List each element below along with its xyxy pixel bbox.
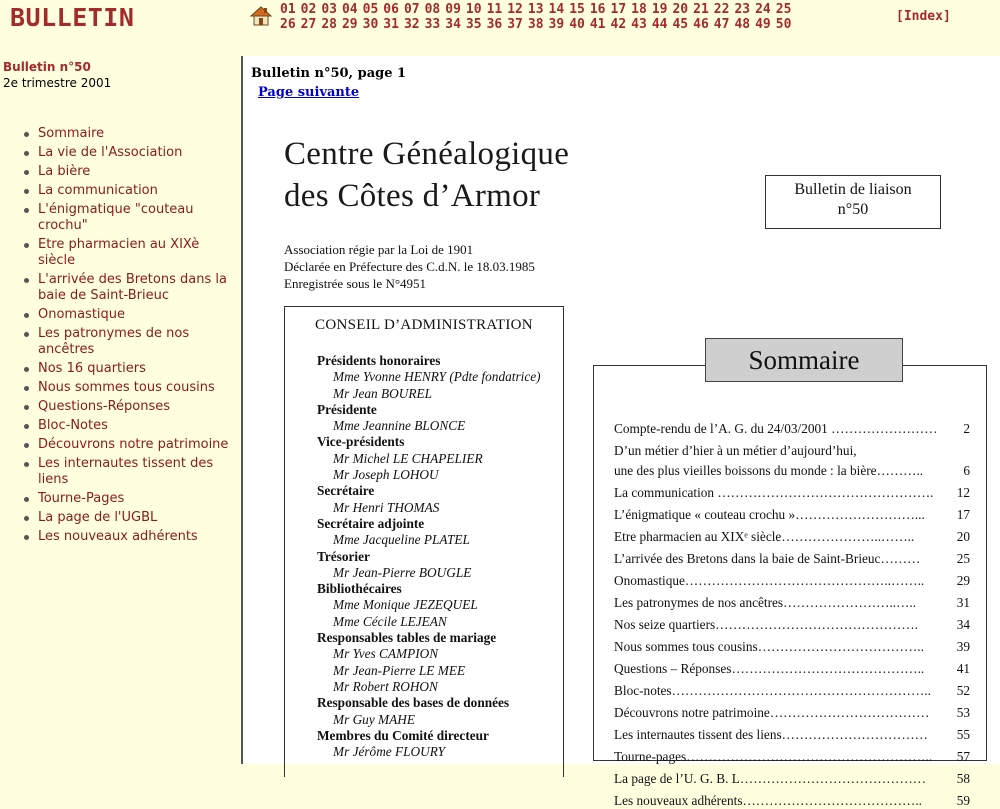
document-title-line-1: Centre Généalogique <box>284 136 570 172</box>
sommaire-entry <box>614 639 970 655</box>
sidebar-item[interactable]: La vie de l'Association <box>22 145 240 161</box>
conseil-role: Responsables tables de mariage <box>317 630 497 646</box>
page-link-17[interactable]: 17 <box>610 2 627 17</box>
sommaire-entry-text: Les internautes tissent des liens…………………………… <box>614 727 928 742</box>
assoc-line-1: Association régie par la Loi de 1901 <box>284 242 474 257</box>
page-link-27[interactable]: 27 <box>300 17 317 32</box>
sommaire-entry-page: 53 <box>956 705 970 720</box>
conseil-role: Responsable des bases de données <box>317 695 510 711</box>
sommaire-entry-text: Les patronymes de nos ancêtres……………………..….. <box>614 595 917 610</box>
page-link-32[interactable]: 32 <box>403 17 420 32</box>
conseil-list <box>317 353 541 760</box>
bulletin-logo[interactable]: BULLETIN <box>10 3 135 32</box>
sidebar-item[interactable]: Tourne-Pages <box>22 491 240 507</box>
sommaire-entry-page: 58 <box>956 771 970 786</box>
sommaire-entry-text: Découvrons notre patrimoine……………………………… <box>614 705 930 720</box>
sidebar-item[interactable]: Les internautes tissent des liens <box>22 456 240 488</box>
conseil-role: Secrétaire adjointe <box>317 515 425 531</box>
conseil-heading: CONSEIL D’ADMINISTRATION <box>315 317 533 333</box>
next-page-link[interactable]: Page suivante <box>258 85 360 100</box>
main-content <box>243 56 1000 808</box>
sommaire-entry-page: 34 <box>956 617 970 632</box>
page-link-37[interactable]: 37 <box>507 17 523 32</box>
sommaire-entry-page: 41 <box>956 661 970 676</box>
page-link-12[interactable]: 12 <box>507 2 523 17</box>
page-link-22[interactable]: 22 <box>713 2 730 17</box>
page-link-25[interactable]: 25 <box>775 2 792 17</box>
liaison-line-1: Bulletin de liaison <box>794 181 912 198</box>
sommaire-entry <box>614 617 970 633</box>
sommaire-entry <box>614 507 970 523</box>
page-link-04[interactable]: 04 <box>341 2 358 17</box>
sommaire-entry <box>614 771 970 787</box>
page-link-46[interactable]: 46 <box>693 17 709 32</box>
page-link-26[interactable]: 26 <box>280 17 296 32</box>
association-info <box>284 241 535 292</box>
sommaire-entry <box>614 421 970 437</box>
index-link[interactable]: [Index] <box>896 9 951 24</box>
sidebar-item[interactable]: La communication <box>22 183 240 199</box>
sommaire-entry <box>614 727 970 743</box>
page-link-31[interactable]: 31 <box>383 17 399 32</box>
sommaire-entry <box>614 661 970 677</box>
page-link-29[interactable]: 29 <box>341 17 358 32</box>
conseil-member: Mr Jérôme FLOURY <box>333 744 446 760</box>
sommaire-entry-text: Bloc-notes………………………………………………….. <box>614 683 931 698</box>
sommaire-entry <box>614 485 970 501</box>
sommaire-entry <box>614 551 970 567</box>
page-link-45[interactable]: 45 <box>672 17 689 32</box>
sommaire-entry-text: une des plus vieilles boissons du monde : la bière……….. <box>614 463 924 478</box>
page-link-39[interactable]: 39 <box>548 17 565 32</box>
conseil-member: Mr Michel LE CHAPELIER <box>333 450 483 466</box>
page-number-row-2 <box>280 17 796 32</box>
sommaire-entry <box>614 463 970 479</box>
conseil-member: Mr Yves CAMPION <box>333 646 439 662</box>
conseil-member: Mr Jean BOUREL <box>333 385 432 401</box>
liaison-line-2: n°50 <box>837 201 869 218</box>
page-link-13[interactable]: 13 <box>527 2 544 17</box>
page-number-row-1 <box>280 2 796 17</box>
page-link-05[interactable]: 05 <box>362 2 379 17</box>
page-link-21[interactable]: 21 <box>693 2 709 17</box>
conseil-member: Mr Joseph LOHOU <box>333 467 439 483</box>
sommaire-entry-text: Nos seize quartiers………………………………………. <box>614 617 918 632</box>
page-link-28[interactable]: 28 <box>321 17 337 32</box>
sommaire-entry-page: 57 <box>956 749 970 764</box>
conseil-role: Membres du Comité directeur <box>317 727 489 743</box>
sommaire-entry <box>614 529 970 545</box>
page-link-49[interactable]: 49 <box>755 17 771 32</box>
sommaire-entry-page: 6 <box>963 463 970 478</box>
page-link-08[interactable]: 08 <box>424 2 441 17</box>
page-link-36[interactable]: 36 <box>486 17 503 32</box>
sommaire-entry-text: Onomastique………………………………………..…….. <box>614 573 925 588</box>
sidebar-item[interactable]: Les patronymes de nos ancêtres <box>22 326 240 358</box>
page-title: Bulletin n°50, page 1 <box>251 66 407 81</box>
page-link-20[interactable]: 20 <box>672 2 689 17</box>
sommaire-entry-text: Questions – Réponses…………………………………….. <box>614 661 925 676</box>
sidebar-item[interactable]: Etre pharmacien au XIXè siècle <box>22 237 240 269</box>
page-number-nav <box>280 2 796 32</box>
conseil-member: Mr Jean-Pierre BOUGLE <box>333 564 472 580</box>
home-icon[interactable] <box>250 5 272 27</box>
bulletin-number: Bulletin n°50 <box>3 60 91 74</box>
document-title <box>284 133 569 217</box>
page-link-06[interactable]: 06 <box>383 2 399 17</box>
page-link-11[interactable]: 11 <box>486 2 503 17</box>
page-link-38[interactable]: 38 <box>527 17 544 32</box>
sidebar-item[interactable]: La page de l'UGBL <box>22 510 240 526</box>
page-link-07[interactable]: 07 <box>403 2 420 17</box>
sommaire-entry-page: 55 <box>956 727 970 742</box>
top-bar <box>0 0 1000 56</box>
sidebar-item[interactable]: La bière <box>22 164 240 180</box>
page-link-43[interactable]: 43 <box>631 17 647 32</box>
sommaire-entry-text: Etre pharmacien au XIXᵉ siècle…………………..…….. <box>614 529 915 544</box>
sommaire-entry-page: 20 <box>956 529 970 544</box>
sidebar-item[interactable]: Sommaire <box>22 126 240 142</box>
page-link-14[interactable]: 14 <box>548 2 565 17</box>
conseil-role: Présidents honoraires <box>317 353 441 368</box>
page-link-19[interactable]: 19 <box>651 2 668 17</box>
sommaire-entry-page: 29 <box>956 573 970 588</box>
sidebar-item[interactable]: Bloc-Notes <box>22 418 240 434</box>
page-link-02[interactable]: 02 <box>300 2 317 17</box>
conseil-role: Trésorier <box>317 548 370 564</box>
sommaire-entry <box>614 793 970 809</box>
sidebar-item[interactable]: Onomastique <box>22 307 240 323</box>
sidebar-item[interactable]: Découvrons notre patrimoine <box>22 437 240 453</box>
conseil-member: Mr Henri THOMAS <box>333 499 440 515</box>
sommaire-entry <box>614 573 970 589</box>
page-link-40[interactable]: 40 <box>569 17 585 32</box>
sommaire-entry-page: 12 <box>956 485 970 500</box>
sommaire-entry <box>614 683 970 699</box>
sidebar-item[interactable]: L'arrivée des Bretons dans la baie de Saint-Brieuc <box>22 272 240 304</box>
page-link-35[interactable]: 35 <box>465 17 482 32</box>
sommaire-entry-text: La communication …………………………………………. <box>614 485 934 500</box>
conseil-member: Mme Monique JEZEQUEL <box>333 597 478 613</box>
page-link-50[interactable]: 50 <box>775 17 792 32</box>
page-link-01[interactable]: 01 <box>280 2 296 17</box>
page-link-23[interactable]: 23 <box>734 2 751 17</box>
conseil-role: Bibliothécaires <box>317 581 402 597</box>
conseil-member: Mme Jacqueline PLATEL <box>333 532 470 548</box>
sidebar-item[interactable]: Nous sommes tous cousins <box>22 380 240 396</box>
sommaire-entry-page: 17 <box>956 507 970 522</box>
page-link-48[interactable]: 48 <box>734 17 751 32</box>
conseil-member: Mme Jeannine BLONCE <box>333 418 466 434</box>
document-title-line-2: des Côtes d’Armor <box>284 178 541 214</box>
conseil-box <box>284 306 564 777</box>
sommaire-entry-text: La page de l’U. G. B. L…………………………………… <box>614 771 927 786</box>
page-link-41[interactable]: 41 <box>589 17 606 32</box>
conseil-role: Présidente <box>317 401 377 417</box>
page-link-10[interactable]: 10 <box>465 2 482 17</box>
sommaire-entry <box>614 749 970 765</box>
liaison-box <box>765 175 941 229</box>
sommaire-entry-text: D’un métier d’hier à un métier d’aujourd’hui, <box>614 443 857 458</box>
sommaire-entry-text: Compte-rendu de l’A. G. du 24/03/2001 …………………… <box>614 421 938 436</box>
conseil-member: Mme Yvonne HENRY (Pdte fondatrice) <box>333 369 541 385</box>
conseil-member: Mr Robert ROHON <box>333 678 438 694</box>
page-link-18[interactable]: 18 <box>631 2 647 17</box>
sommaire-entry-page: 25 <box>956 551 970 566</box>
sommaire-entry-text: Nous sommes tous cousins……………………………….. <box>614 639 924 654</box>
assoc-line-3: Enregistrée sous le N°4951 <box>284 276 427 291</box>
page-link-30[interactable]: 30 <box>362 17 379 32</box>
conseil-member: Mr Jean-Pierre LE MEE <box>333 662 466 678</box>
sommaire-heading: Sommaire <box>705 338 903 382</box>
page-link-42[interactable]: 42 <box>610 17 627 32</box>
page-link-44[interactable]: 44 <box>651 17 668 32</box>
conseil-role: Secrétaire <box>317 483 375 499</box>
sidebar-item[interactable]: L'énigmatique "couteau crochu" <box>22 202 240 234</box>
sommaire-entry-page: 39 <box>956 639 970 654</box>
page-link-24[interactable]: 24 <box>755 2 771 17</box>
sommaire-entry-page: 31 <box>956 595 970 610</box>
sommaire-entry <box>614 705 970 721</box>
page-link-03[interactable]: 03 <box>321 2 337 17</box>
sommaire-entry <box>614 443 970 459</box>
sommaire-box <box>593 365 987 808</box>
sommaire-entry-text: Tourne-pages……………………………………………….. <box>614 749 933 764</box>
conseil-role: Vice-présidents <box>317 434 405 450</box>
page-link-16[interactable]: 16 <box>589 2 606 17</box>
sommaire-entry-page: 52 <box>956 683 970 698</box>
sidebar-item[interactable]: Nos 16 quartiers <box>22 361 240 377</box>
sidebar <box>0 56 243 764</box>
page-link-33[interactable]: 33 <box>424 17 441 32</box>
page-link-15[interactable]: 15 <box>569 2 585 17</box>
sommaire-entry-text: L’arrivée des Bretons dans la baie de Saint-Brieuc……… <box>614 551 921 566</box>
conseil-member: Mme Cécile LEJEAN <box>333 613 447 629</box>
sidebar-item[interactable]: Les nouveaux adhérents <box>22 529 240 545</box>
sommaire-entry-text: L’énigmatique « couteau crochu »………………………... <box>614 507 925 522</box>
sommaire-entry-page: 2 <box>963 421 970 436</box>
page-link-09[interactable]: 09 <box>445 2 461 17</box>
sidebar-item[interactable]: Questions-Réponses <box>22 399 240 415</box>
bulletin-period: 2e trimestre 2001 <box>3 76 112 90</box>
page-link-47[interactable]: 47 <box>713 17 730 32</box>
page-link-34[interactable]: 34 <box>445 17 461 32</box>
assoc-line-2: Déclarée en Préfecture des C.d.N. le 18.03.1985 <box>284 259 535 274</box>
sidebar-toc <box>22 126 240 548</box>
scanned-page <box>243 116 1000 808</box>
conseil-member: Mr Guy MAHE <box>333 711 415 727</box>
sommaire-entry-page: 59 <box>956 793 970 808</box>
sommaire-entry-text: Les nouveaux adhérents………………………………….. <box>614 793 922 808</box>
sommaire-entry <box>614 595 970 611</box>
